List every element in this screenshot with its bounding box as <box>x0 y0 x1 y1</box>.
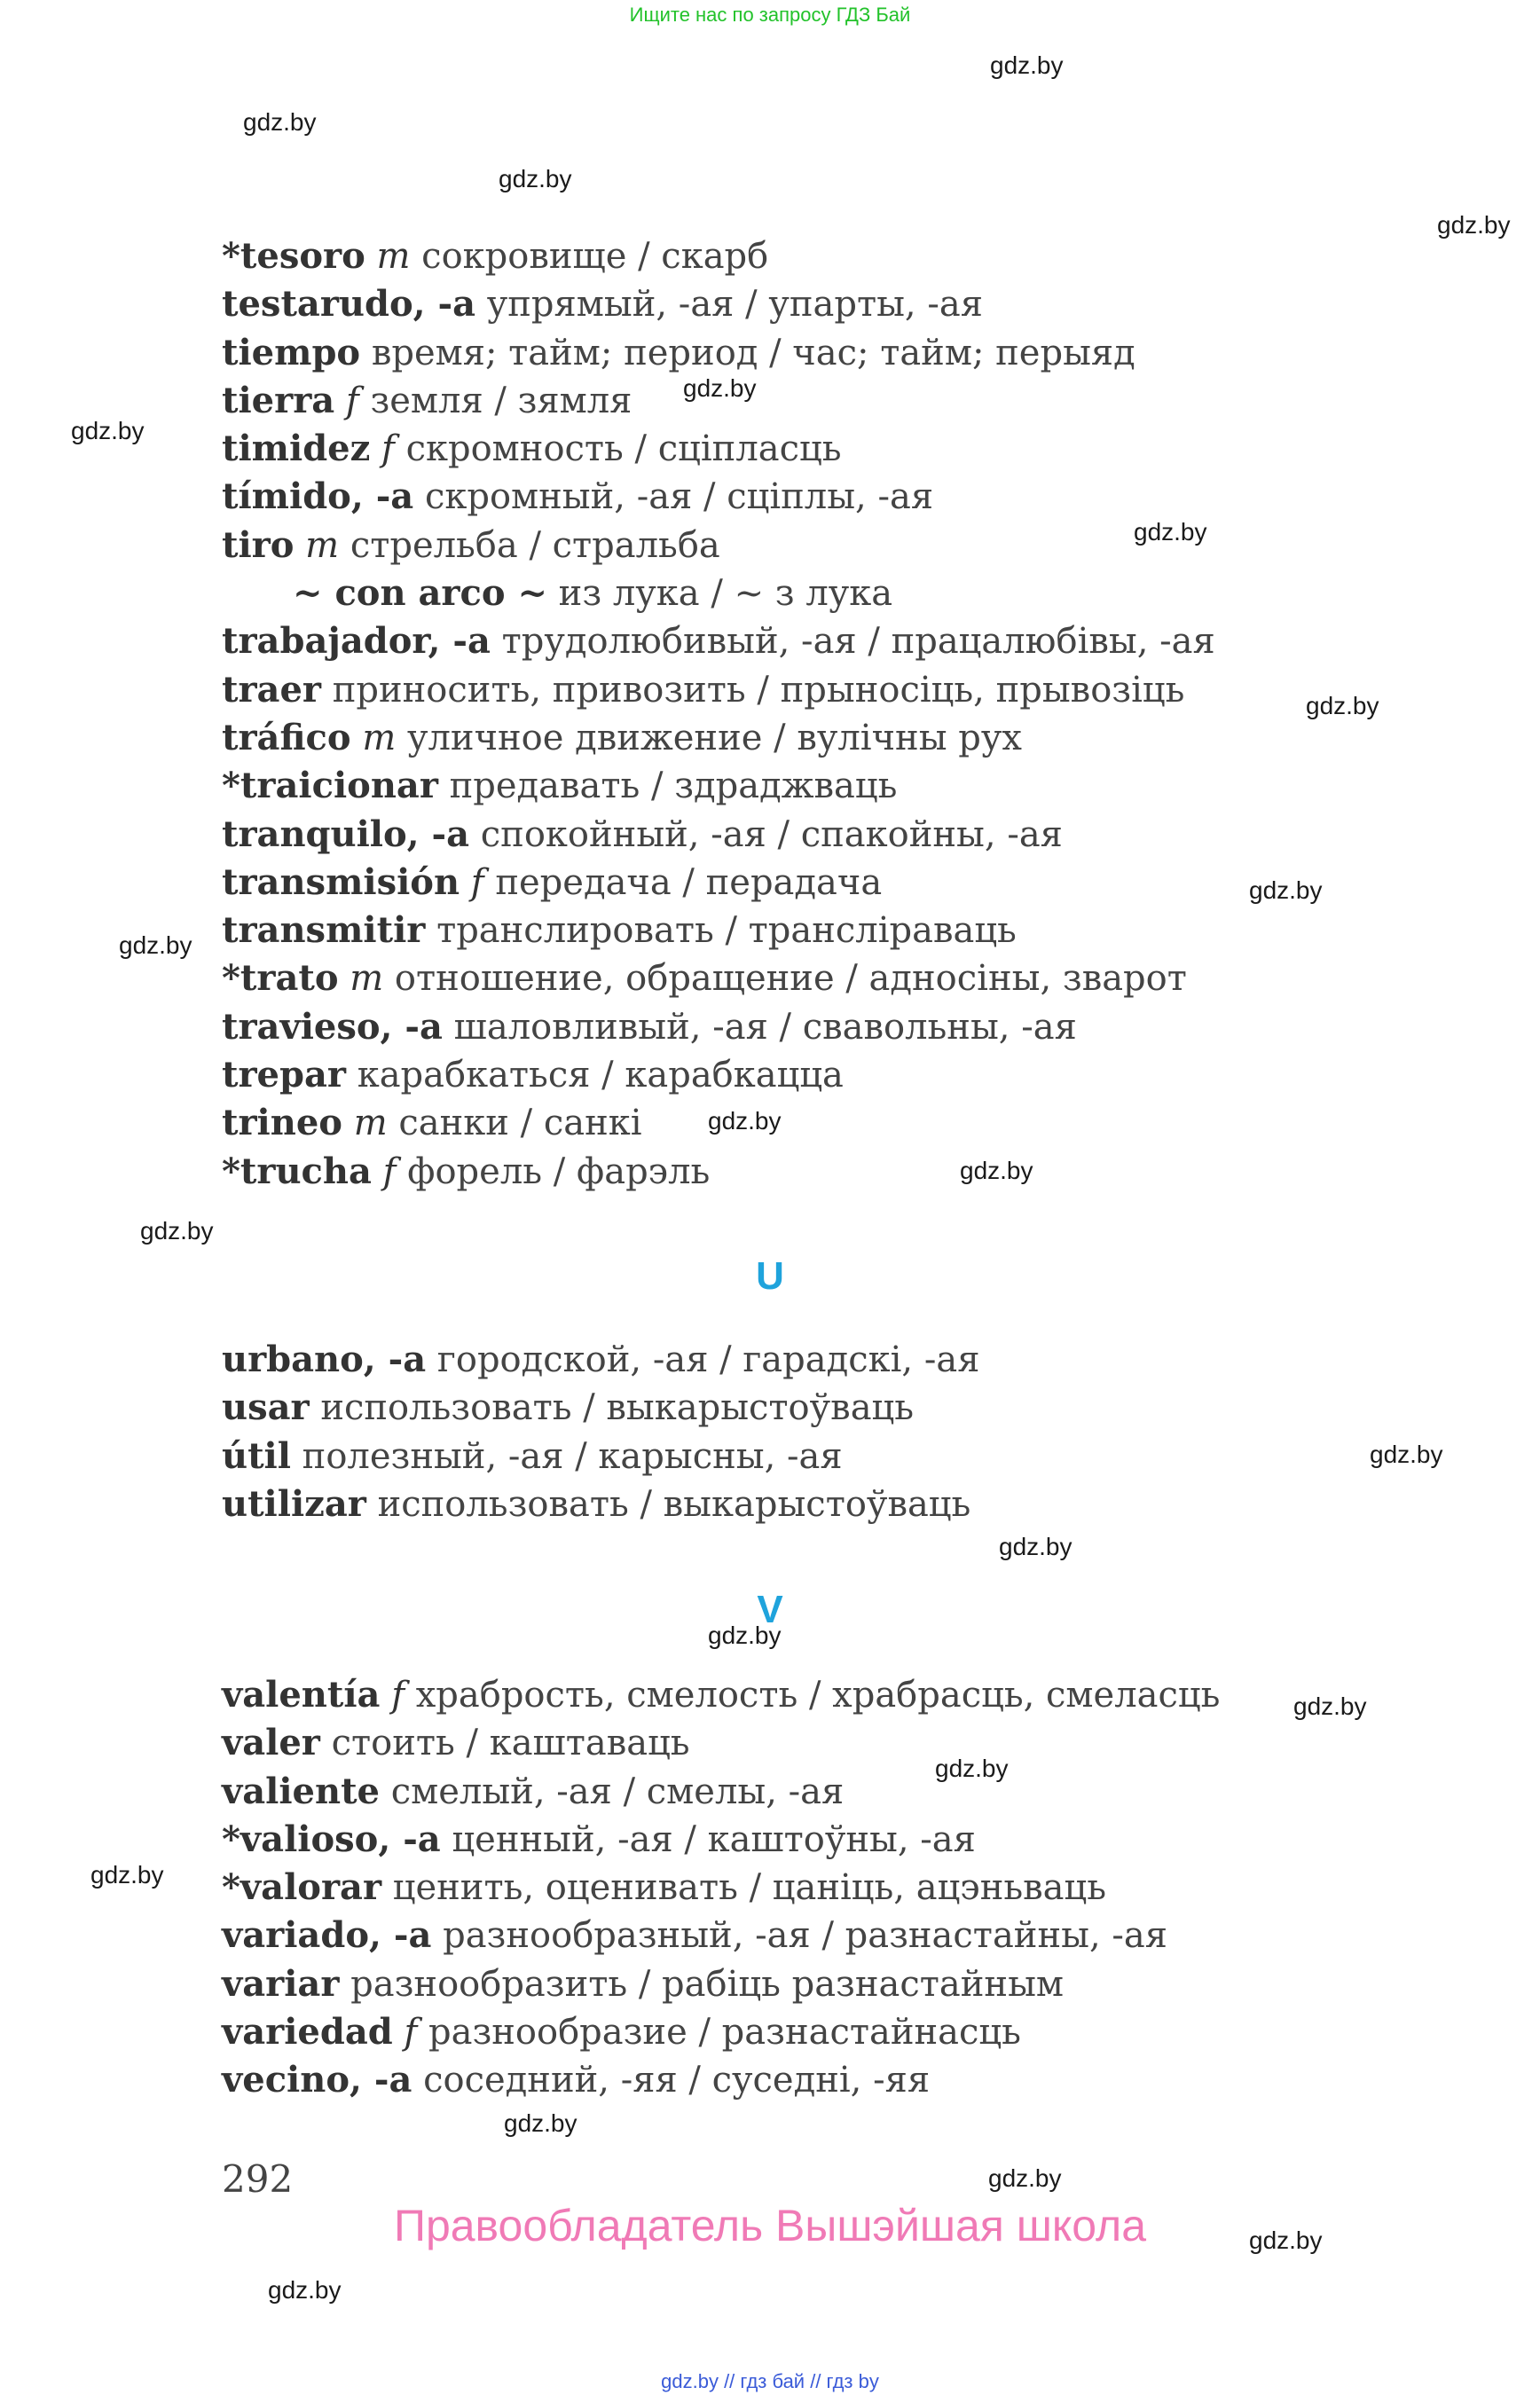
headword: trabajador, -a <box>222 620 491 663</box>
watermark: gdz.by <box>90 1861 164 1889</box>
translation: карабкаться / карабкацца <box>357 1055 844 1096</box>
headword: utilizar <box>222 1482 366 1525</box>
entry <box>222 1864 1375 1912</box>
entry <box>222 1671 1375 1719</box>
translation: храбрость, смелость / храбрасць, смеласць <box>415 1675 1221 1716</box>
translation: предавать / здраджваць <box>449 766 898 807</box>
gender: m <box>362 717 397 758</box>
entry <box>222 1912 1375 1959</box>
entry <box>222 329 1375 377</box>
headword: tranquilo, -a <box>222 813 470 855</box>
headword: travieso, -a <box>222 1005 443 1048</box>
headword: transmisión <box>222 860 460 903</box>
headword: *tesoro <box>222 235 365 277</box>
headword: valentía <box>222 1674 381 1716</box>
headword: tierra <box>222 379 335 421</box>
headword: *valioso, -a <box>222 1818 441 1860</box>
entry <box>222 762 1375 810</box>
translation: санки / санкі <box>398 1103 642 1144</box>
translation: форель / фарэль <box>407 1150 711 1192</box>
watermark: gdz.by <box>1306 692 1379 719</box>
translation: ценный, -ая / каштоўны, -ая <box>452 1818 976 1860</box>
headword: tráfico <box>222 716 351 758</box>
watermark: gdz.by <box>708 1107 782 1135</box>
headword: variedad <box>222 2011 393 2054</box>
entry <box>222 1336 1375 1384</box>
translation: скромный, -ая / сціплы, -ая <box>424 476 934 518</box>
headword: timidez <box>222 428 371 470</box>
headword: traer <box>222 668 321 711</box>
headword: vecino, -a <box>222 2059 412 2101</box>
translation: смелый, -ая / смелы, -ая <box>390 1771 845 1812</box>
entry <box>222 1099 1375 1147</box>
translation: передача / перадача <box>495 861 883 903</box>
section-letter-v: V <box>757 1588 783 1631</box>
watermark: gdz.by <box>990 51 1064 79</box>
watermark: gdz.by <box>1134 518 1207 546</box>
translation: полезный, -ая / карысны, -ая <box>302 1435 843 1477</box>
headword: trineo <box>222 1102 342 1144</box>
translation: городской, -ая / гарадскі, -ая <box>436 1339 980 1380</box>
gender: f <box>381 428 395 470</box>
translation: сокровище / скарб <box>421 236 769 277</box>
section-letter-u: U <box>756 1254 784 1298</box>
translation: земля / зямля <box>370 380 632 421</box>
translation: спокойный, -ая / спакойны, -ая <box>480 813 1063 855</box>
translation: стоить / каштаваць <box>331 1723 690 1764</box>
watermark: gdz.by <box>268 2276 342 2304</box>
entry <box>222 1433 1375 1480</box>
gender: m <box>305 524 340 566</box>
top-banner[interactable]: Ищите нас по запросу ГДЗ Бай <box>629 4 911 26</box>
watermark: gdz.by <box>504 2109 578 2137</box>
headword: transmitir <box>222 909 426 952</box>
gender: f <box>404 2012 418 2054</box>
translation: уличное движение / вулічны рух <box>406 717 1022 758</box>
entry <box>222 954 1375 1002</box>
translation: приносить, привозить / прыносіць, прывозіць <box>332 669 1185 711</box>
headword: valiente <box>222 1770 381 1812</box>
translation: соседний, -яя / суседні, -яя <box>423 2060 931 2101</box>
entry <box>222 617 1375 665</box>
translation: упрямый, -ая / упарты, -ая <box>486 284 983 326</box>
headword: trepar <box>222 1054 346 1096</box>
watermark: gdz.by <box>988 2164 1062 2192</box>
rights-holder: Правообладатель Вышэйшая школа <box>394 2201 1146 2250</box>
entry <box>222 2008 1375 2056</box>
entry <box>222 377 1375 425</box>
headword: tiro <box>222 523 295 566</box>
watermark: gdz.by <box>243 108 317 136</box>
entry <box>222 1051 1375 1099</box>
translation: трудолюбивый, -ая / працалюбівы, -ая <box>501 621 1215 663</box>
watermark: gdz.by <box>683 374 757 402</box>
gender: f <box>470 861 484 903</box>
headword: tiempo <box>222 331 361 373</box>
entry <box>222 1148 1375 1196</box>
watermark: gdz.by <box>71 417 145 444</box>
sub-entry <box>222 569 1375 617</box>
entry <box>222 1384 1375 1432</box>
translation: из лука / ~ з лука <box>558 573 893 615</box>
watermark: gdz.by <box>1437 211 1511 239</box>
headword: útil <box>222 1434 291 1477</box>
entry <box>222 522 1375 569</box>
translation: время; тайм; период / час; тайм; перыяд <box>371 332 1135 373</box>
page-number: 292 <box>222 2157 294 2201</box>
section-t-entries <box>222 232 1375 1196</box>
watermark: gdz.by <box>1249 876 1323 904</box>
headword: usar <box>222 1386 310 1429</box>
headword: *valorar <box>222 1866 382 1909</box>
headword: *trucha <box>222 1150 372 1192</box>
translation: использовать / выкарыстоўваць <box>320 1387 915 1429</box>
headword: tímido, -a <box>222 475 414 518</box>
gender: f <box>391 1675 405 1716</box>
entry <box>222 1719 1375 1767</box>
entry <box>222 1816 1375 1864</box>
watermark: gdz.by <box>1370 1441 1443 1468</box>
watermark: gdz.by <box>1249 2226 1323 2254</box>
entry <box>222 280 1375 328</box>
gender: m <box>353 1103 388 1144</box>
gender: f <box>345 380 359 421</box>
gender: m <box>350 958 384 1000</box>
footer-links[interactable]: gdz.by // гдз бай // гдз by <box>661 2370 879 2392</box>
headword: testarudo, -a <box>222 283 476 326</box>
section-u-entries <box>222 1336 1375 1528</box>
translation: отношение, обращение / адносіны, зварот <box>394 958 1187 1000</box>
headword: variado, -a <box>222 1914 432 1957</box>
entry <box>222 811 1375 859</box>
entry <box>222 907 1375 954</box>
watermark: gdz.by <box>960 1157 1033 1184</box>
entry <box>222 473 1375 521</box>
headword: *traicionar <box>222 765 438 807</box>
watermark: gdz.by <box>140 1217 214 1245</box>
translation: использовать / выкарыстоўваць <box>377 1483 971 1525</box>
translation: шаловливый, -ая / свавольны, -ая <box>453 1006 1077 1048</box>
entry <box>222 1768 1375 1816</box>
watermark: gdz.by <box>708 1622 782 1649</box>
watermark: gdz.by <box>999 1533 1072 1560</box>
translation: ценить, оценивать / цаніць, ацэньваць <box>392 1867 1107 1909</box>
watermark: gdz.by <box>1293 1692 1367 1720</box>
watermark: gdz.by <box>119 931 192 959</box>
entry <box>222 666 1375 714</box>
headword: urbano, -a <box>222 1339 427 1380</box>
translation: разнообразие / разнастайнасць <box>428 2012 1021 2054</box>
entry <box>222 1960 1375 2008</box>
headword: variar <box>222 1962 340 2005</box>
section-v-entries <box>222 1671 1375 2105</box>
entry <box>222 2056 1375 2104</box>
gender: m <box>376 236 411 277</box>
watermark: gdz.by <box>935 1755 1009 1782</box>
gender: f <box>382 1150 397 1192</box>
entry <box>222 714 1375 762</box>
entry <box>222 1003 1375 1051</box>
headword: *trato <box>222 957 339 1000</box>
translation: транслировать / трансліраваць <box>436 910 1017 952</box>
entry <box>222 425 1375 473</box>
headword: valer <box>222 1722 320 1764</box>
watermark: gdz.by <box>499 165 572 192</box>
entry <box>222 859 1375 907</box>
headword: ~ con arco ~ <box>293 572 547 615</box>
entry <box>222 1480 1375 1528</box>
translation: скромность / сціпласць <box>405 428 842 470</box>
entry <box>222 232 1375 280</box>
translation: стрельба / стральба <box>350 524 720 566</box>
translation: разнообразить / рабіць разнастайным <box>350 1963 1065 2005</box>
translation: разнообразный, -ая / разнастайны, -ая <box>443 1915 1167 1957</box>
